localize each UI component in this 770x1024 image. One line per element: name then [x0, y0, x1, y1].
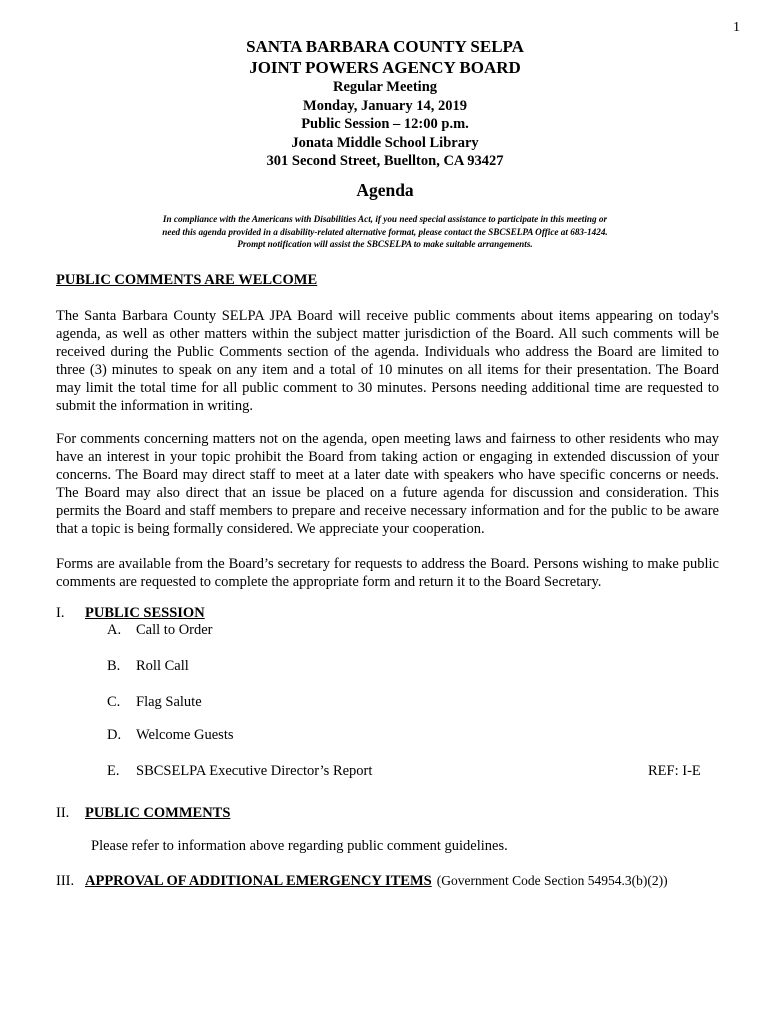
ada-line3: Prompt notification will assist the SBCSELPA to make suitable arrangements.	[237, 239, 533, 249]
agenda-item-b	[107, 658, 189, 675]
section-iii	[56, 873, 668, 890]
section-ii-title: PUBLIC COMMENTS	[85, 805, 231, 821]
section-ii-note: Please refer to information above regarding public comment guidelines.	[91, 838, 508, 854]
section-i-title: PUBLIC SESSION	[85, 605, 205, 621]
agenda-item-letter: E.	[107, 763, 120, 779]
meeting-address: 301 Second Street, Buellton, CA 93427	[266, 153, 504, 169]
public-comments-paragraph-3: Forms are available from the Board’s secretary for requests to address the Board. Persons wishing to make public comments are requested to complete the appropriate form and return it to the Board Secretary.	[56, 556, 719, 590]
agenda-title: Agenda	[356, 179, 414, 200]
agenda-item-e	[107, 763, 372, 780]
section-i	[56, 605, 205, 622]
section-iii-code-reference: (Government Code Section 54954.3(b)(2))	[436, 873, 668, 888]
agenda-item-letter: C.	[107, 694, 121, 710]
section-ii	[56, 805, 230, 822]
section-iii-numeral: III.	[56, 873, 75, 889]
section-i-numeral: I.	[56, 605, 65, 621]
header-line1: SANTA BARBARA COUNTY SELPA	[246, 37, 524, 56]
agenda-item-c	[107, 694, 202, 711]
agenda-item-letter: D.	[107, 727, 122, 743]
ada-line2: need this agenda provided in a disability-related alternative format, please contact the SBCSELPA Office at 683-1424.	[162, 226, 608, 237]
document-header	[0, 36, 770, 201]
ada-notice	[60, 213, 710, 251]
agenda-item-letter: B.	[107, 658, 121, 674]
agenda-item-e-ref: REF: I-E	[648, 763, 701, 779]
agenda-item-letter: A.	[107, 622, 122, 638]
agenda-item-text: Welcome Guests	[136, 727, 234, 743]
public-comments-heading: PUBLIC COMMENTS ARE WELCOME	[56, 272, 318, 288]
section-ii-numeral: II.	[56, 805, 70, 821]
meeting-session: Public Session – 12:00 p.m.	[301, 116, 469, 132]
meeting-location: Jonata Middle School Library	[291, 134, 479, 151]
meeting-type: Regular Meeting	[332, 79, 438, 95]
meeting-date: Monday, January 14, 2019	[303, 97, 467, 114]
agenda-item-d	[107, 727, 234, 744]
agenda-item-a	[107, 622, 213, 639]
public-comments-paragraph-1: The Santa Barbara County SELPA JPA Board will receive public comments about items appearing on today's agenda, as well as other matters within the subject matter jurisdiction of the Board. All such comments will be received during the Public Comments section of the agenda. Individuals who address the Board are limited to three (3) minutes to speak on any item and a total of 10 minutes on all items for their presentation. The Board may limit the total time for all public comment to 30 minutes. Persons needing additional time are requested to submit the information in writing.	[56, 308, 719, 414]
section-iii-title: APPROVAL OF ADDITIONAL EMERGENCY ITEMS	[85, 873, 432, 889]
page-number: 1	[733, 20, 740, 35]
agenda-item-text: Flag Salute	[136, 694, 202, 710]
public-comments-paragraph-2: For comments concerning matters not on the agenda, open meeting laws and fairness to other residents who may have an interest in your topic prohibit the Board from taking action or engaging in extended discussion of your concerns. The Board may direct staff to meet at a later date with speakers who have specific concerns or needs. The Board may also direct that an issue be placed on a future agenda for discussion and consideration. This permits the Board and staff members to prepare and receive necessary information and for the public to be aware that a topic is being formally considered. We appreciate your cooperation.	[56, 431, 719, 537]
ada-line1: In compliance with the Americans with Disabilities Act, if you need special assistance to participate in this meeting or	[162, 214, 608, 224]
agenda-item-text: Call to Order	[136, 622, 213, 638]
header-line2: JOINT POWERS AGENCY BOARD	[249, 58, 521, 77]
agenda-item-text: Roll Call	[136, 658, 189, 674]
agenda-item-text: SBCSELPA Executive Director’s Report	[136, 763, 373, 779]
